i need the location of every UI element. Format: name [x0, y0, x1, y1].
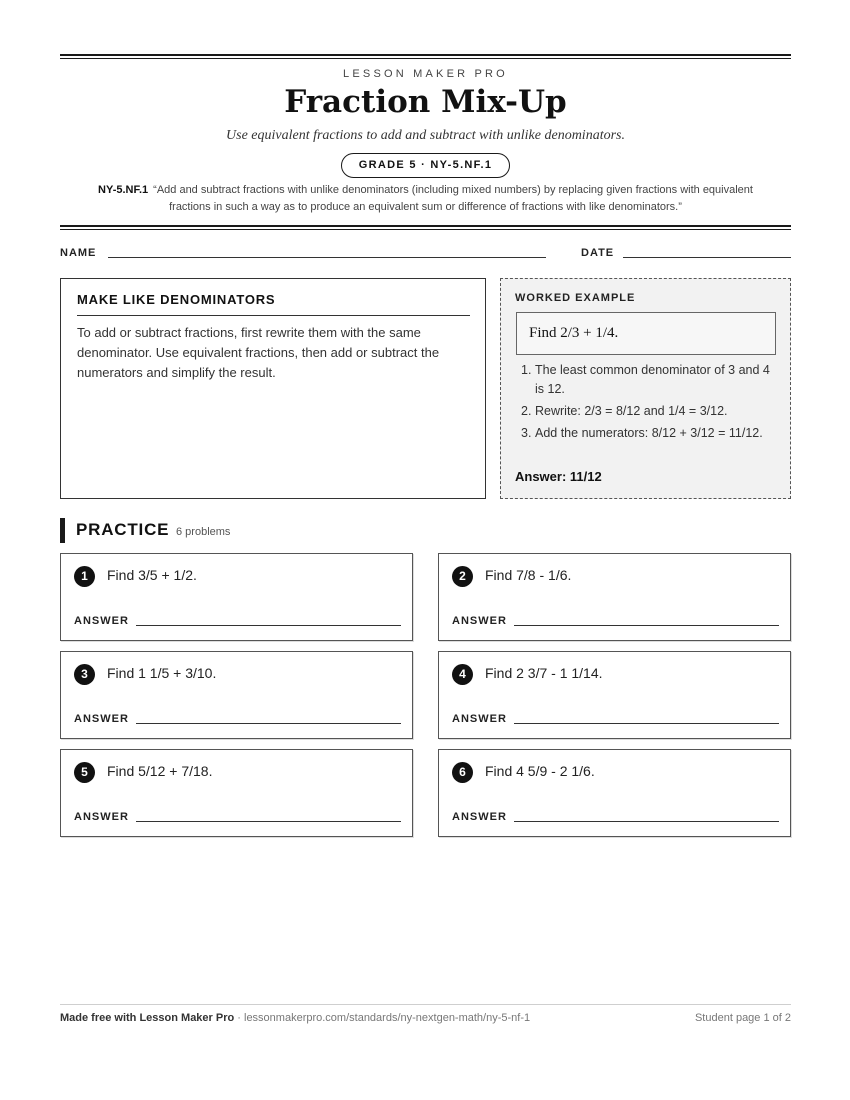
answer-label: ANSWER: [74, 811, 129, 823]
worksheet-page: [60, 0, 791, 1100]
problem-text: Find 2 3/7 - 1 1/14.: [485, 665, 603, 681]
answer-label: ANSWER: [452, 713, 507, 725]
step-number: 3.: [521, 426, 532, 440]
worksheet-title: Fraction Mix-Up: [284, 84, 567, 120]
lesson-text: To add or subtract fractions, first rewrite them with the same denominator. Use equivalent fractions, then add or subtract the numerators and simplify the result.: [77, 325, 440, 380]
answer-line[interactable]: [136, 723, 401, 724]
answer-label: ANSWER: [452, 811, 507, 823]
answer-label: ANSWER: [74, 615, 129, 627]
step-text: Add the numerators: 8/12 + 3/12 = 11/12.: [535, 426, 763, 440]
worksheet-subtitle: Use equivalent fractions to add and subtract with unlike denominators.: [226, 128, 625, 143]
name-line[interactable]: [108, 257, 546, 258]
problem-card: [438, 553, 791, 641]
footer-rule: [60, 1004, 791, 1005]
step-text: Rewrite: 2/3 = 8/12 and 1/4 = 3/12.: [535, 404, 728, 418]
standard-code: NY-5.NF.1: [98, 184, 149, 196]
problem-number-badge: 2: [452, 566, 473, 587]
problem-number-badge: 4: [452, 664, 473, 685]
problem-card: [438, 651, 791, 739]
problem-number-badge: 5: [74, 762, 95, 783]
problem-card: [60, 749, 413, 837]
worked-example-steps: [515, 361, 780, 446]
problem-text: Find 7/8 - 1/6.: [485, 567, 572, 583]
answer-label: ANSWER: [452, 615, 507, 627]
answer-line[interactable]: [136, 625, 401, 626]
header-bottom-rule: [60, 225, 791, 230]
problem-card: [438, 749, 791, 837]
worked-example-problem: Find 2/3 + 1/4.: [516, 312, 776, 355]
name-label: NAME: [60, 247, 97, 259]
brand-name: LESSON MAKER PRO: [343, 68, 508, 80]
practice-accent-bar: [60, 518, 65, 543]
step-number: 1.: [521, 363, 532, 377]
lesson-title: MAKE LIKE DENOMINATORS: [77, 292, 470, 316]
problem-text: Find 1 1/5 + 3/10.: [107, 665, 217, 681]
answer-line[interactable]: [514, 723, 779, 724]
practice-heading: PRACTICE: [76, 520, 170, 539]
problem-number-badge: 1: [74, 566, 95, 587]
answer-label: ANSWER: [74, 713, 129, 725]
date-label: DATE: [581, 247, 615, 259]
grade-standard-badge: GRADE 5 · NY-5.NF.1: [341, 153, 510, 178]
worked-example-box: [500, 278, 791, 499]
answer-line[interactable]: [514, 625, 779, 626]
lesson-box: [60, 278, 486, 499]
problem-text: Find 3/5 + 1/2.: [107, 567, 197, 583]
footer-made-with: Made free with Lesson Maker Pro: [60, 1012, 235, 1024]
problem-text: Find 5/12 + 7/18.: [107, 763, 213, 779]
answer-line[interactable]: [136, 821, 401, 822]
problem-number-badge: 6: [452, 762, 473, 783]
worked-example-title: WORKED EXAMPLE: [515, 292, 636, 304]
problem-card: [60, 553, 413, 641]
footer-page-number: Student page 1 of 2: [694, 1012, 791, 1024]
standard-text: “Add and subtract fractions with unlike denominators (including mixed numbers) by replacing given fractions with equivalent fractions in such a way as to produce an equivalent sum or difference of fractions with like denominators.”: [153, 184, 753, 213]
problem-text: Find 4 5/9 - 2 1/6.: [485, 763, 595, 779]
standard-description: [80, 182, 771, 216]
worked-example-answer: Answer: 11/12: [515, 469, 602, 484]
header-top-rule: [60, 54, 791, 59]
step-number: 2.: [521, 404, 532, 418]
practice-count: 6 problems: [176, 526, 231, 538]
worked-example-step: [515, 361, 780, 399]
footer-url[interactable]: · lessonmakerpro.com/standards/ny-nextgen-math/ny-5-nf-1: [234, 1012, 531, 1024]
worked-example-step: [515, 424, 780, 443]
worked-example-step: [515, 402, 780, 421]
problem-number-badge: 3: [74, 664, 95, 685]
date-line[interactable]: [623, 257, 791, 258]
step-text: The least common denominator of 3 and 4 is 12.: [535, 363, 770, 396]
problem-card: [60, 651, 413, 739]
answer-line[interactable]: [514, 821, 779, 822]
footer-credit: [60, 1012, 530, 1024]
